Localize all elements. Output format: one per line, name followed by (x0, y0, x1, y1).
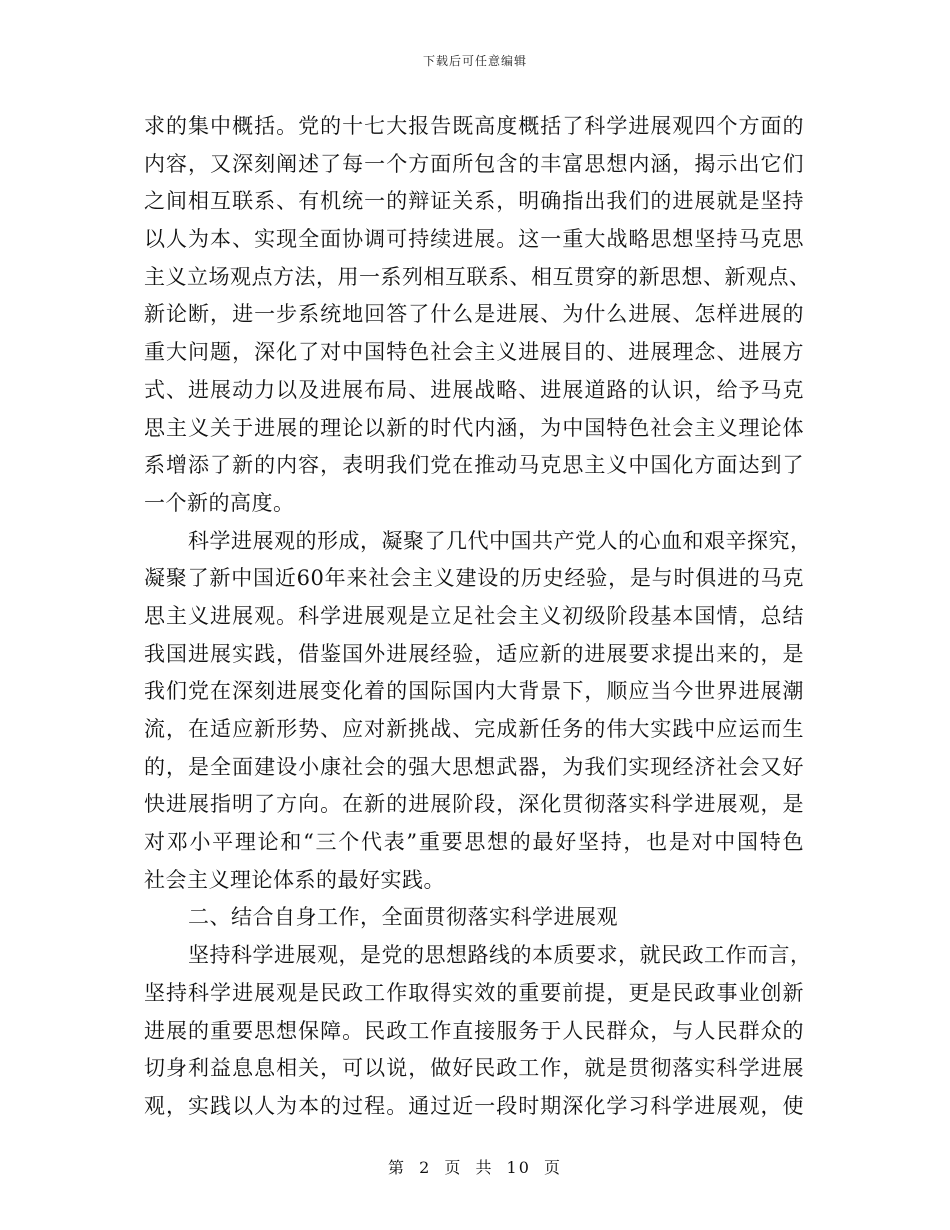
text-line: 对邓小平理论和“三个代表”重要思想的最好坚持，也是对中国特色 (144, 830, 804, 855)
text-line: 思主义进展观。科学进展观是立足社会主义初级阶段基本国情，总结 (144, 603, 804, 628)
text-line: 以人为本、实现全面协调可持续进展。这一重大战略思想坚持马克思 (144, 227, 804, 252)
text-line: 流，在适应新形势、应对新挑战、完成新任务的伟大实践中应运而生 (144, 717, 804, 741)
text-line: 求的集中概括。党的十七大报告既高度概括了科学进展观四个方面的 (144, 114, 804, 138)
paragraph-start-line: 科学进展观的形成，凝聚了几代中国共产党人的心血和艰辛探究， (188, 528, 812, 553)
text-line: 我国进展实践，借鉴国外进展经验，适应新的进展要求提出来的，是 (144, 641, 804, 666)
text-line: 内容，又深刻阐述了每一个方面所包含的丰富思想内涵，揭示出它们 (144, 151, 804, 176)
text-line: 一个新的高度。 (144, 490, 295, 515)
text-line: 我们党在深刻进展变化着的国际国内大背景下，顺应当今世界进展潮 (144, 679, 804, 704)
text-line: 系增添了新的内容，表明我们党在推动马克思主义中国化方面达到了 (144, 453, 804, 478)
text-line: 的，是全面建设小康社会的强大思想武器，为我们实现经济社会又好 (144, 754, 804, 779)
text-line: 思主义关于进展的理论以新的时代内涵，为中国特色社会主义理论体 (144, 415, 804, 440)
text-line: 社会主义理论体系的最好实践。 (144, 867, 445, 892)
text-line: 主义立场观点方法，用一系列相互联系、相互贯穿的新思想、新观点、 (144, 264, 811, 289)
page-number: 第 2 页 共 10 页 (388, 1158, 562, 1177)
text-line: 坚持科学进展观是民政工作取得实效的重要前提，更是民政事业创新 (144, 980, 804, 1005)
text-line: 进展的重要思想保障。民政工作直接服务于人民群众，与人民群众的 (144, 1018, 804, 1043)
page-header: 下载后可任意编辑 (422, 54, 527, 68)
text-line: 观，实践以人为本的过程。通过近一段时期深化学习科学进展观，使 (144, 1093, 804, 1118)
text-line: 快进展指明了方向。在新的进展阶段，深化贯彻落实科学进展观，是 (144, 792, 804, 817)
text-line: 凝聚了新中国近60年来社会主义建设的历史经验，是与时俱进的马克 (144, 566, 804, 591)
text-line: 重大问题，深化了对中国特色社会主义进展目的、进展理念、进展方 (144, 340, 804, 365)
text-line: 切身利益息息相关，可以说，做好民政工作，就是贯彻落实科学进展 (144, 1056, 804, 1081)
body-text (144, 108, 812, 1126)
paragraph-start-line: 坚持科学进展观，是党的思想路线的本质要求，就民政工作而言， (188, 943, 812, 968)
text-line: 新论断，进一步系统地回答了什么是进展、为什么进展、怎样进展的 (144, 302, 804, 327)
section-heading: 二、结合自身工作，全面贯彻落实科学进展观 (188, 905, 618, 930)
text-line: 式、进展动力以及进展布局、进展战略、进展道路的认识，给予马克 (144, 377, 804, 402)
text-line: 之间相互联系、有机统一的辩证关系，明确指出我们的进展就是坚持 (144, 189, 804, 214)
